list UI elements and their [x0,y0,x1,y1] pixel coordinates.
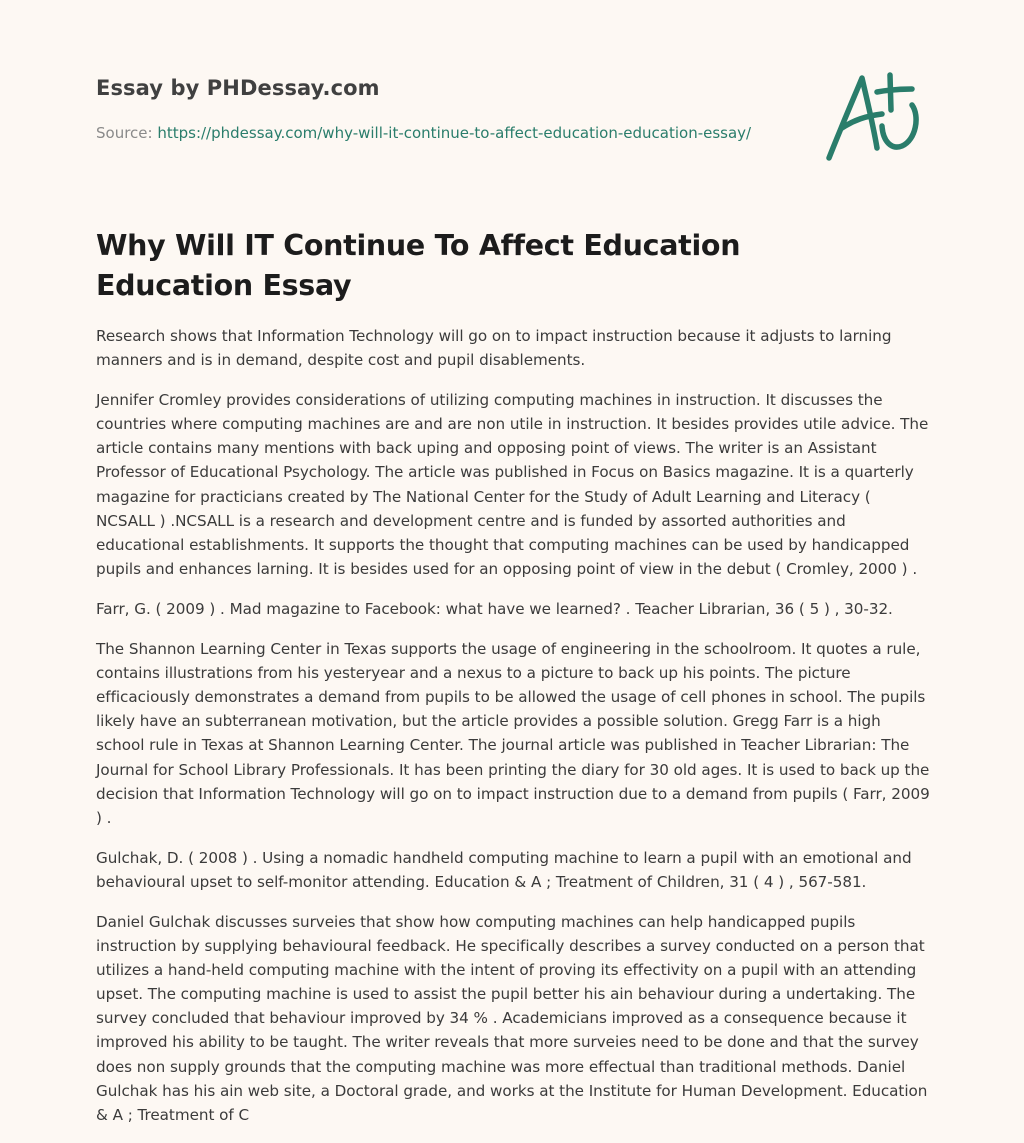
essay-title: Why Will IT Continue To Affect Education Education Essay [96,229,741,302]
source-line [96,124,751,142]
essay-body [96,324,932,1143]
paragraph: The Shannon Learning Center in Texas supports the usage of engineering in the schoolroom. It quotes a rule, contains illustrations from his yesteryear and a nexus to a picture to back up his points. The picture efficaciously demonstrates a demand from pupils to be allowed the usage of cell phones in school. The pupils likely have an subterranean motivation, but the article provides a possible solution. Gregg Farr is a high school rule in Texas at Shannon Learning Center. The journal article was published in Teacher Librarian: The Journal for School Library Professionals. It has been printing the diary for 30 old ages. It is used to back up the decision that Information Technology will go on to impact instruction due to a demand from pupils ( Farr, 2009 ) . [96,640,930,827]
paragraph: Daniel Gulchak discusses surveies that show how computing machines can help handicapped pupils instruction by supplying behavioural feedback. He specifically describes a survey conducted on a person that utilizes a hand-held computing machine with the intent of proving its effectivity on a pupil with an attending upset. The computing machine is used to assist the pupil better his ain behaviour during a undertaking. The survey concluded that behaviour improved by 34 % . Academicians improved as a consequence because it improved his ability to be taught. The writer reveals that more surveies need to be done and that the survey does non supply grounds that the computing machine was more effectual than traditional methods. Daniel Gulchak has his ain web site, a Doctoral grade, and works at the Institute for Human Development. Education & A ; Treatment of C [96,912,928,1124]
source-label: Source: [96,124,158,142]
site-brand: Essay by PHDessay.com [96,76,380,100]
a-plus-grade-icon [820,68,930,166]
paragraph: Farr, G. ( 2009 ) . Mad magazine to Facebook: what have we learned? . Teacher Librarian, 36 ( 5 ) , 30-32. [96,599,893,618]
paragraph: Jennifer Cromley provides considerations of utilizing computing machines in instruction. It discusses the countries where computing machines are and are non utile in instruction. It besides provides utile advice. The article contains many mentions with back uping and opposing point of views. The writer is an Assistant Professor of Educational Psychology. The article was published in Focus on Basics magazine. It is a quarterly magazine for practicians created by The National Center for the Study of Adult Learning and Literacy ( NCSALL ) .NCSALL is a research and development centre and is funded by assorted authorities and educational establishments. It supports the thought that computing machines can be used by handicapped pupils and enhances larning. It is besides used for an opposing point of view in the debut ( Cromley, 2000 ) . [96,391,929,578]
paragraph: Gulchak, D. ( 2008 ) . Using a nomadic handheld computing machine to learn a pupil with an emotional and behavioural upset to self-monitor attending. Education & A ; Treatment of Children, 31 ( 4 ) , 567-581. [96,848,912,891]
paragraph: Research shows that Information Technology will go on to impact instruction because it adjusts to larning manners and is in demand, despite cost and pupil disablements. [96,327,892,370]
source-link[interactable]: https://phdessay.com/why-will-it-continue-to-affect-education-education-essay/ [157,124,752,142]
